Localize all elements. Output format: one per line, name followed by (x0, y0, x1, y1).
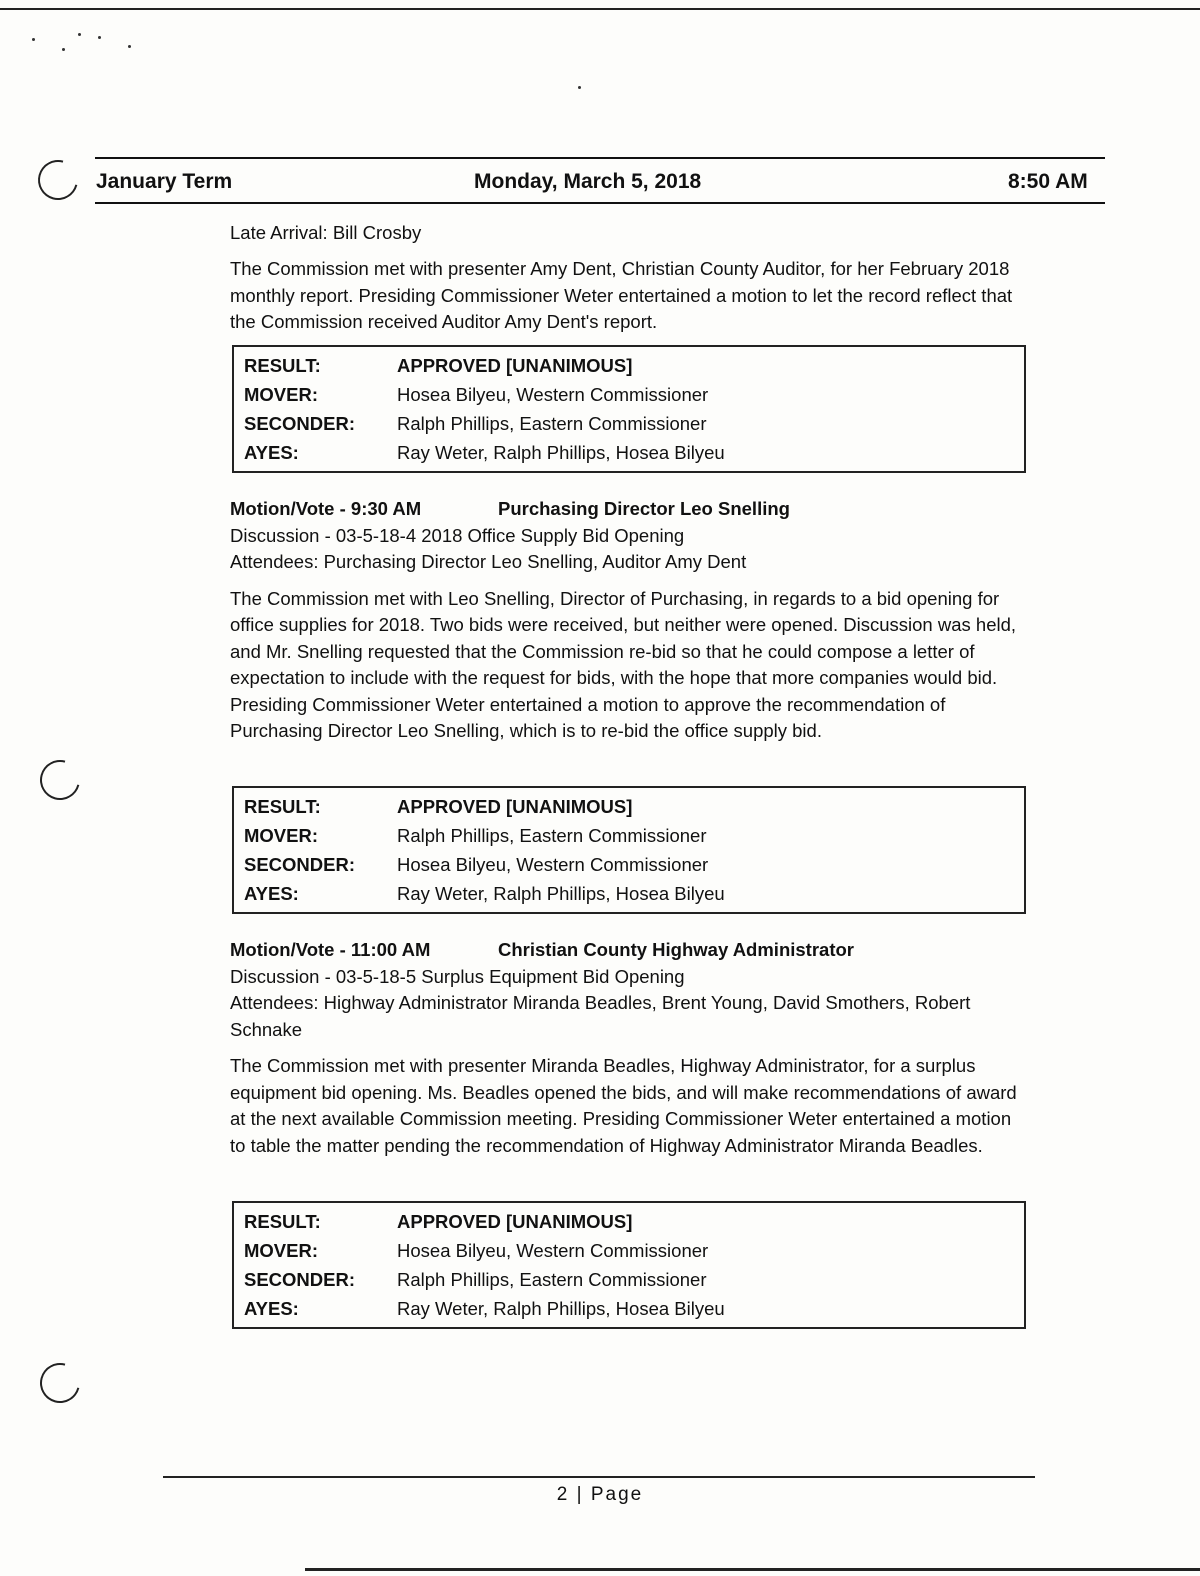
vote-row-mover (244, 380, 1024, 409)
motion-discussion: Discussion - 03-5-18-5 Surplus Equipment Bid Opening (230, 965, 685, 987)
scan-speck (78, 33, 81, 36)
motion-title: Christian County Highway Administrator (498, 939, 854, 960)
scan-speck (128, 45, 131, 48)
ayes-label: AYES: (244, 882, 299, 904)
result-value: APPROVED [UNANIMOUS] (397, 795, 633, 817)
motion-attendees: Attendees: Highway Administrator Miranda Beadles, Brent Young, David Smothers, Robert Schnake (230, 992, 971, 1040)
scan-speck (32, 38, 35, 41)
header-term: January Term (96, 170, 233, 193)
motion-attendees: Attendees: Purchasing Director Leo Snelling, Auditor Amy Dent (230, 551, 747, 572)
header-top-rule (95, 157, 1105, 159)
mover-label: MOVER: (244, 383, 318, 405)
ayes-value: Ray Weter, Ralph Phillips, Hosea Bilyeu (397, 1297, 725, 1319)
ayes-label: AYES: (244, 441, 299, 463)
vote-table-1 (232, 345, 1026, 473)
punch-hole (33, 753, 88, 808)
scan-bottom-edge (305, 1568, 1200, 1571)
seconder-label: SECONDER: (244, 412, 356, 434)
seconder-label: SECONDER: (244, 853, 356, 875)
vote-table-3 (232, 1201, 1026, 1329)
motion-paragraph: The Commission met with presenter Miranda Beadles, Highway Administrator, for a surplus equipment bid opening. Ms. Beadles opened the bids, and will make recommendations of award at the next available Commission meeting. Presiding Commissioner Weter entertained a motion to table the matter pending the recommendation of Highway Administrator Miranda Beadles. (230, 1055, 1017, 1156)
vote-row-result (244, 351, 1024, 380)
motion-time: Motion/Vote - 11:00 AM (230, 939, 431, 960)
header-date: Monday, March 5, 2018 (474, 170, 702, 193)
vote-row-result (244, 792, 1024, 821)
result-label: RESULT: (244, 795, 321, 817)
scan-top-edge (0, 8, 1200, 10)
mover-label: MOVER: (244, 1239, 318, 1261)
header-time: 8:50 AM (1008, 170, 1088, 193)
mover-value: Hosea Bilyeu, Western Commissioner (397, 383, 709, 405)
intro-paragraph: The Commission met with presenter Amy Dent, Christian County Auditor, for her February 2018 monthly report. Presiding Commissioner Weter entertained a motion to let the record reflect that the Commission received Auditor Amy Dent's report. (230, 258, 1013, 332)
motion-heading (230, 937, 1030, 964)
vote-row-ayes (244, 879, 1024, 908)
ayes-label: AYES: (244, 1297, 299, 1319)
intro-section (230, 256, 1030, 336)
motion-time: Motion/Vote - 9:30 AM (230, 498, 422, 519)
scan-speck (98, 36, 101, 39)
result-label: RESULT: (244, 1210, 321, 1232)
motion-title: Purchasing Director Leo Snelling (498, 498, 790, 519)
seconder-value: Ralph Phillips, Eastern Commissioner (397, 1268, 707, 1290)
ayes-value: Ray Weter, Ralph Phillips, Hosea Bilyeu (397, 441, 725, 463)
seconder-label: SECONDER: (244, 1268, 356, 1290)
footer-rule (163, 1476, 1035, 1478)
mover-label: MOVER: (244, 824, 318, 846)
motion-paragraph: The Commission met with Leo Snelling, Director of Purchasing, in regards to a bid opening for office supplies for 2018. Two bids were received, but neither were opened. Discussion was held, and Mr. Snelling requested that the Commission re-bid so that he could compose a letter of expectation to include with the request for bids, with the hope that more companies would bid. Presiding Commissioner Weter entertained a motion to approve the recommendation of Purchasing Director Leo Snelling, which is to re-bid the office supply bid. (230, 587, 1017, 741)
vote-row-result (244, 1207, 1024, 1236)
scan-speck (62, 48, 65, 51)
motion-discussion: Discussion - 03-5-18-4 2018 Office Supply Bid Opening (230, 524, 685, 546)
late-arrival-text: Late Arrival: Bill Crosby (230, 222, 422, 243)
result-value: APPROVED [UNANIMOUS] (397, 1210, 633, 1232)
vote-row-seconder (244, 850, 1024, 879)
punch-hole (33, 1356, 88, 1411)
header-bottom-rule (95, 202, 1105, 204)
page-number: 2 | Page (556, 1484, 644, 1505)
result-label: RESULT: (244, 354, 321, 376)
late-arrival (230, 220, 1030, 247)
vote-row-ayes (244, 1294, 1024, 1323)
punch-hole (31, 153, 86, 208)
motion-section-3 (230, 937, 1030, 1159)
vote-row-ayes (244, 438, 1024, 467)
mover-value: Hosea Bilyeu, Western Commissioner (397, 1239, 709, 1261)
ayes-value: Ray Weter, Ralph Phillips, Hosea Bilyeu (397, 882, 725, 904)
vote-row-seconder (244, 409, 1024, 438)
seconder-value: Hosea Bilyeu, Western Commissioner (397, 853, 709, 875)
result-value: APPROVED [UNANIMOUS] (397, 354, 633, 376)
mover-value: Ralph Phillips, Eastern Commissioner (397, 824, 707, 846)
vote-row-mover (244, 1236, 1024, 1265)
vote-row-seconder (244, 1265, 1024, 1294)
vote-table-2 (232, 786, 1026, 914)
motion-heading (230, 496, 1030, 523)
seconder-value: Ralph Phillips, Eastern Commissioner (397, 412, 707, 434)
vote-row-mover (244, 821, 1024, 850)
scan-speck (578, 86, 581, 89)
motion-section-2 (230, 496, 1030, 745)
